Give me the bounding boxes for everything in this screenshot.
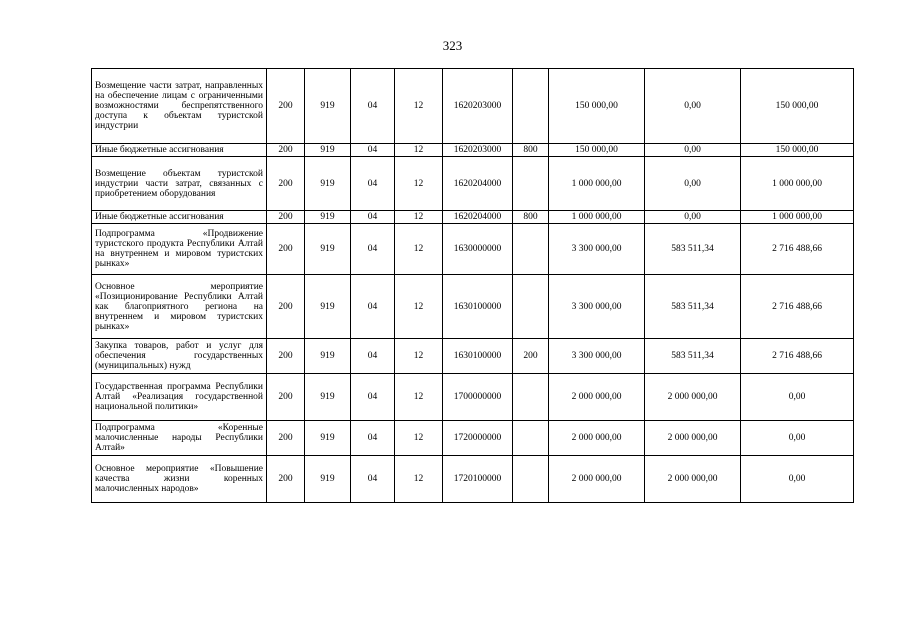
- cell-code-2: 919: [305, 339, 351, 374]
- table-row: [92, 275, 854, 339]
- cell-expense-type: [513, 69, 549, 144]
- cell-subsection: 12: [395, 421, 443, 456]
- cell-expense-type: [513, 421, 549, 456]
- table-row: [92, 456, 854, 503]
- cell-code-1: 200: [267, 456, 305, 503]
- cell-code-2: 919: [305, 224, 351, 275]
- cell-amount-plan: 1 000 000,00: [549, 211, 645, 224]
- cell-amount-remaining: 0,00: [741, 421, 854, 456]
- table-row: [92, 421, 854, 456]
- cell-amount-remaining: 150 000,00: [741, 69, 854, 144]
- cell-expense-type: [513, 374, 549, 421]
- table-row: [92, 144, 854, 157]
- row-description: Основное мероприятие «Повышение качества жизни коренных малочисленных народов»: [92, 456, 267, 503]
- cell-target-code: 1620203000: [443, 69, 513, 144]
- cell-amount-remaining: 2 716 488,66: [741, 224, 854, 275]
- cell-subsection: 12: [395, 144, 443, 157]
- cell-code-2: 919: [305, 157, 351, 211]
- cell-target-code: 1720100000: [443, 456, 513, 503]
- cell-target-code: 1620203000: [443, 144, 513, 157]
- cell-amount-executed: 2 000 000,00: [645, 421, 741, 456]
- cell-amount-plan: 3 300 000,00: [549, 224, 645, 275]
- cell-section: 04: [351, 339, 395, 374]
- cell-amount-executed: 2 000 000,00: [645, 456, 741, 503]
- cell-expense-type: 800: [513, 144, 549, 157]
- table-row: [92, 211, 854, 224]
- cell-subsection: 12: [395, 275, 443, 339]
- row-description: Подпрограмма «Коренные малочисленные народы Республики Алтай»: [92, 421, 267, 456]
- cell-amount-plan: 1 000 000,00: [549, 157, 645, 211]
- cell-code-2: 919: [305, 456, 351, 503]
- cell-code-1: 200: [267, 69, 305, 144]
- budget-table: [91, 68, 854, 503]
- cell-code-2: 919: [305, 374, 351, 421]
- cell-target-code: 1630100000: [443, 275, 513, 339]
- cell-amount-remaining: 2 716 488,66: [741, 339, 854, 374]
- cell-code-1: 200: [267, 339, 305, 374]
- cell-target-code: 1630100000: [443, 339, 513, 374]
- cell-section: 04: [351, 211, 395, 224]
- cell-code-1: 200: [267, 421, 305, 456]
- row-description: Возмещение объектам туристской индустрии части затрат, связанных с приобретением оборудования: [92, 157, 267, 211]
- cell-amount-executed: 2 000 000,00: [645, 374, 741, 421]
- cell-code-1: 200: [267, 144, 305, 157]
- cell-code-1: 200: [267, 224, 305, 275]
- cell-section: 04: [351, 144, 395, 157]
- cell-section: 04: [351, 456, 395, 503]
- cell-amount-plan: 150 000,00: [549, 144, 645, 157]
- cell-amount-executed: 583 511,34: [645, 224, 741, 275]
- cell-subsection: 12: [395, 69, 443, 144]
- cell-amount-plan: 2 000 000,00: [549, 456, 645, 503]
- cell-section: 04: [351, 421, 395, 456]
- cell-subsection: 12: [395, 374, 443, 421]
- cell-code-2: 919: [305, 275, 351, 339]
- cell-target-code: 1620204000: [443, 211, 513, 224]
- cell-amount-remaining: 0,00: [741, 456, 854, 503]
- cell-subsection: 12: [395, 157, 443, 211]
- cell-amount-executed: 0,00: [645, 157, 741, 211]
- table-row: [92, 339, 854, 374]
- cell-expense-type: [513, 456, 549, 503]
- table-row: [92, 157, 854, 211]
- cell-amount-remaining: 2 716 488,66: [741, 275, 854, 339]
- cell-expense-type: [513, 224, 549, 275]
- row-description: Основное мероприятие «Позиционирование Республики Алтай как благоприятного региона на внутреннем и мировом туристских рынках»: [92, 275, 267, 339]
- cell-amount-plan: 2 000 000,00: [549, 374, 645, 421]
- cell-code-1: 200: [267, 374, 305, 421]
- cell-target-code: 1620204000: [443, 157, 513, 211]
- cell-subsection: 12: [395, 339, 443, 374]
- cell-subsection: 12: [395, 224, 443, 275]
- cell-section: 04: [351, 157, 395, 211]
- cell-code-2: 919: [305, 421, 351, 456]
- row-description: Государственная программа Республики Алтай «Реализация государственной национальной политики»: [92, 374, 267, 421]
- row-description: Иные бюджетные ассигнования: [92, 144, 267, 157]
- table-row: [92, 224, 854, 275]
- cell-amount-executed: 0,00: [645, 69, 741, 144]
- cell-amount-plan: 2 000 000,00: [549, 421, 645, 456]
- cell-code-1: 200: [267, 275, 305, 339]
- cell-target-code: 1720000000: [443, 421, 513, 456]
- cell-expense-type: [513, 157, 549, 211]
- page-number: 323: [442, 38, 463, 53]
- row-description: Возмещение части затрат, направленных на обеспечение лицам с ограниченными возможностями беспрепятственного доступа к объектам туристской индустрии: [92, 69, 267, 144]
- cell-section: 04: [351, 224, 395, 275]
- cell-expense-type: [513, 275, 549, 339]
- cell-amount-remaining: 1 000 000,00: [741, 157, 854, 211]
- cell-section: 04: [351, 69, 395, 144]
- cell-amount-executed: 583 511,34: [645, 339, 741, 374]
- cell-subsection: 12: [395, 456, 443, 503]
- row-description: Подпрограмма «Продвижение туристского продукта Республики Алтай на внутреннем и мировом туристских рынках»: [92, 224, 267, 275]
- cell-target-code: 1630000000: [443, 224, 513, 275]
- cell-section: 04: [351, 374, 395, 421]
- cell-expense-type: 200: [513, 339, 549, 374]
- cell-subsection: 12: [395, 211, 443, 224]
- cell-expense-type: 800: [513, 211, 549, 224]
- cell-amount-executed: 583 511,34: [645, 275, 741, 339]
- cell-amount-remaining: 0,00: [741, 374, 854, 421]
- cell-amount-plan: 3 300 000,00: [549, 339, 645, 374]
- cell-target-code: 1700000000: [443, 374, 513, 421]
- table-row: [92, 69, 854, 144]
- cell-section: 04: [351, 275, 395, 339]
- cell-code-2: 919: [305, 69, 351, 144]
- cell-amount-executed: 0,00: [645, 211, 741, 224]
- row-description: Закупка товаров, работ и услуг для обеспечения государственных (муниципальных) нужд: [92, 339, 267, 374]
- cell-amount-remaining: 150 000,00: [741, 144, 854, 157]
- row-description: Иные бюджетные ассигнования: [92, 211, 267, 224]
- cell-amount-plan: 150 000,00: [549, 69, 645, 144]
- cell-code-1: 200: [267, 157, 305, 211]
- cell-amount-executed: 0,00: [645, 144, 741, 157]
- table-row: [92, 374, 854, 421]
- cell-code-2: 919: [305, 211, 351, 224]
- cell-code-2: 919: [305, 144, 351, 157]
- cell-amount-remaining: 1 000 000,00: [741, 211, 854, 224]
- cell-amount-plan: 3 300 000,00: [549, 275, 645, 339]
- cell-code-1: 200: [267, 211, 305, 224]
